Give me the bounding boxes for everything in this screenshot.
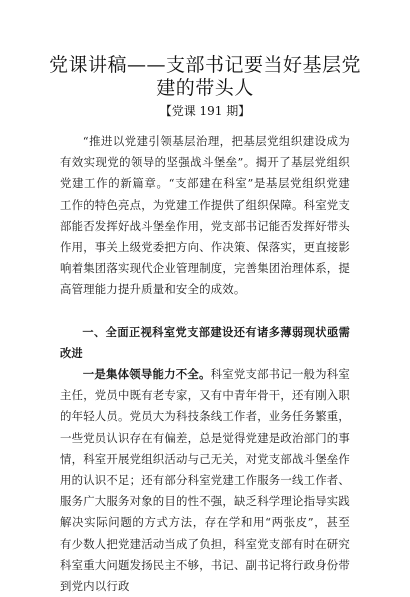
point-one-body: 科室党支部书记一般为科室主任，党员中既有老专家，又有中青年骨干，还有刚入职的年轻人员。党员大为科技条线工作者，业务任务繁重，一些党员认识存在有偏差，总是觉得党建是政治部门的事情，科室开展党组织活动与己无关，对党支部战斗堡垒作用的认识不足；还有部分科室党建工作服务一线工作者、服务广大服务对象的目的性不强，缺乏科学理论指导实践解决实际问题的方式方法，存在学和用“两张皮”，甚至有少数人把党建活动当成了负担，科室党支部有时在研究科室重大问题发扬民主不够，书记、副书记将行政身份带到党内以行政 [60,367,351,594]
intro-paragraph: “推进以党建引领基层治理，把基层党组织建设成为有效实现党的领导的坚强战斗堡垒”。揭开了基层党组织党建工作的新篇章。“支部建在科室”是基层党组织党建工作的特色亮点，为党建工作提供了组织保障。科室党支部能否发挥好战斗堡垒作用，党支部书记能否发挥好带头作用，事关上级党委把方向、作决策、保落实，更直接影响着集团落实现代企业管理制度，完善集团治理体系，提高管理能力提升质量和安全的成效。 [60,134,350,297]
section-heading: 一、全面正视科室党支部建设还有诸多薄弱现状亟需改进 [60,326,350,361]
document-title: 党课讲稿——支部书记要当好基层党建的带头人 [48,54,361,99]
point-one-lead: 一是集体领导能力不全。 [82,367,211,381]
issue-number: 【党课 191 期】 [159,104,251,118]
point-one-paragraph [60,364,350,597]
